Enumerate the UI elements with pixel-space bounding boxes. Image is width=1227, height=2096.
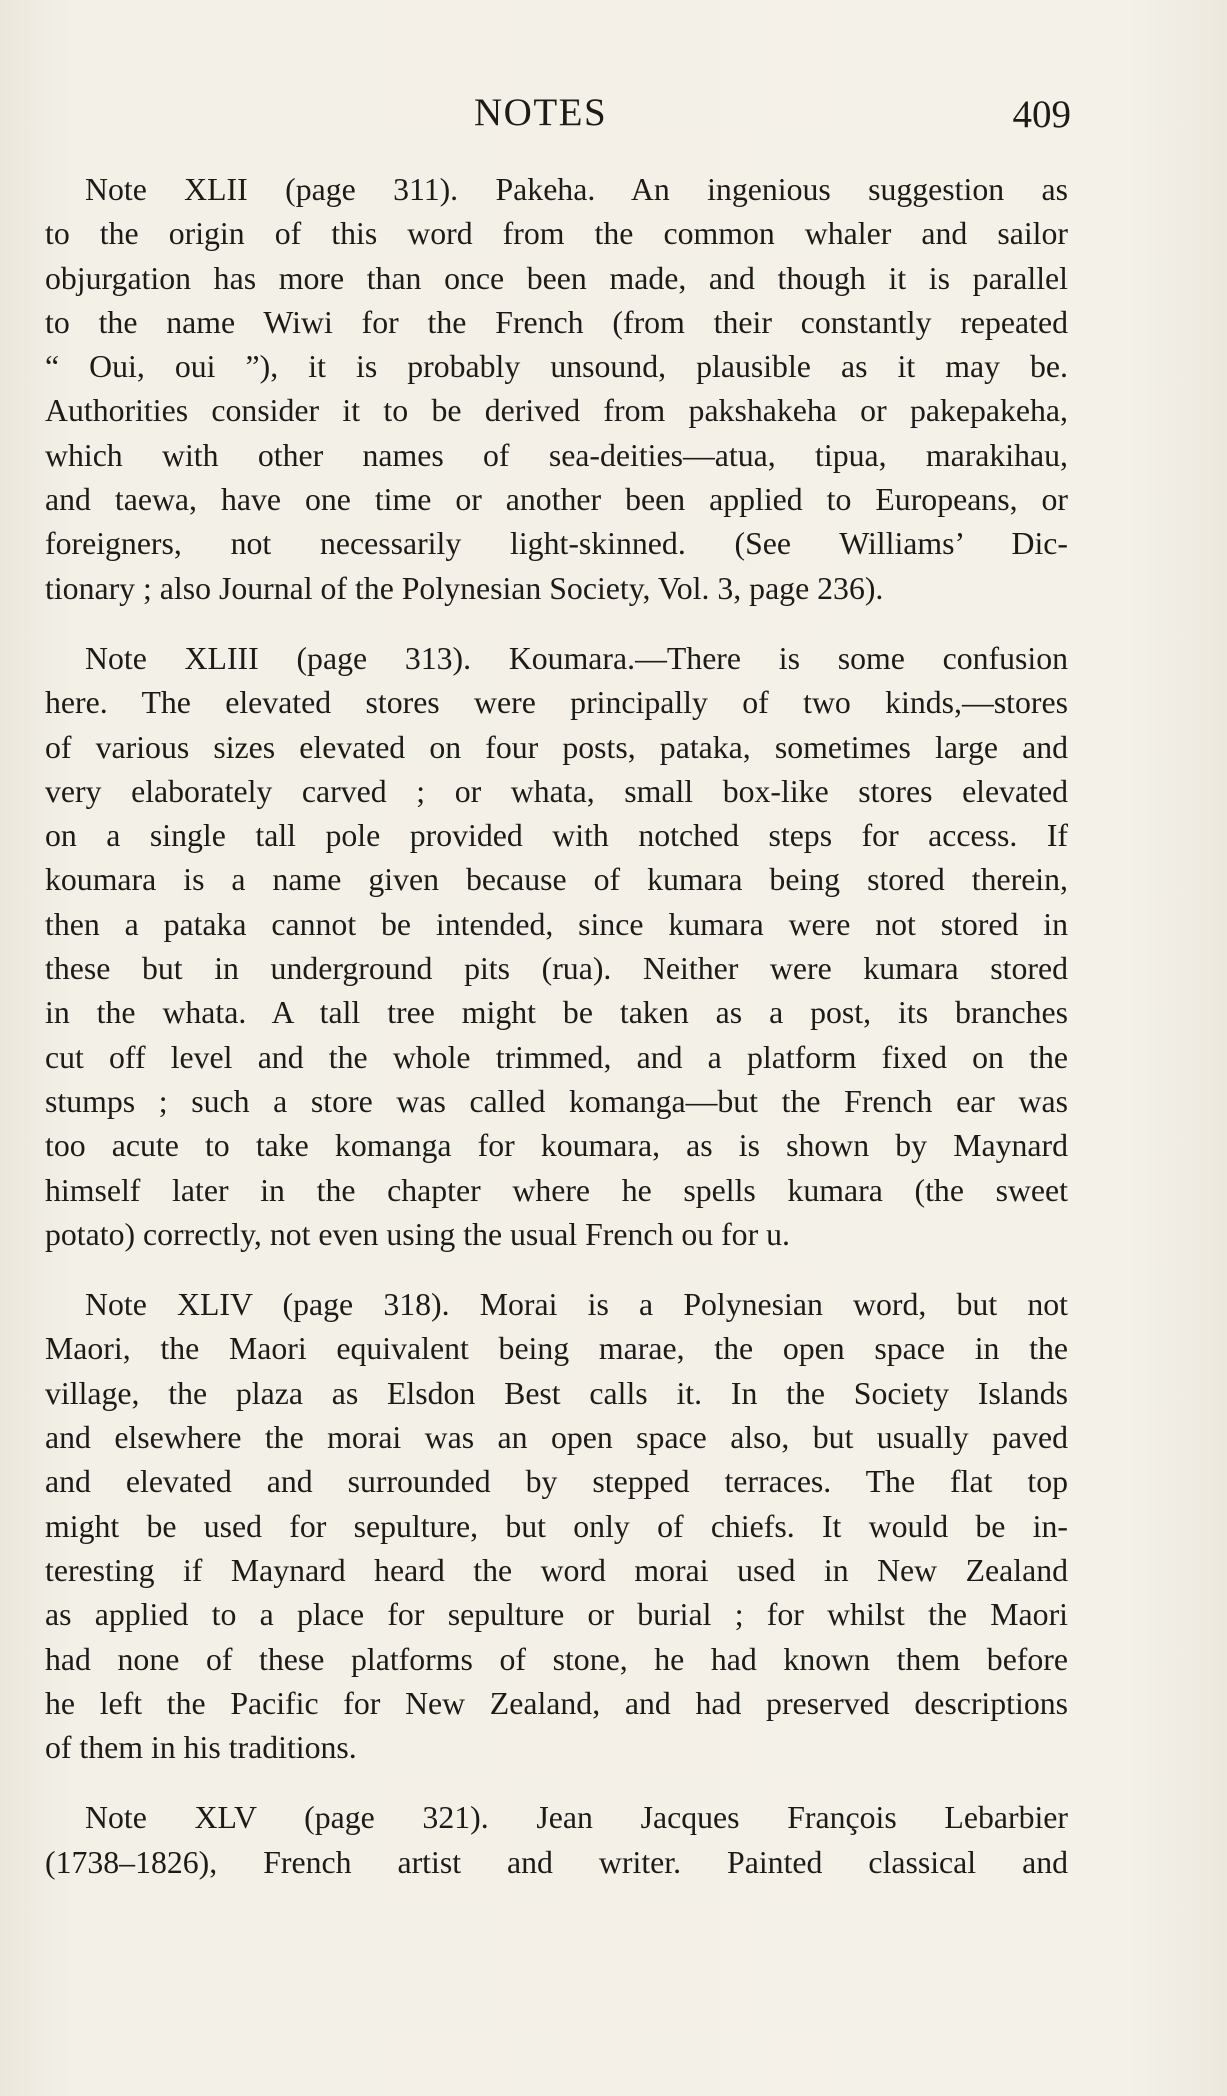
text-line: Note XLV (page 321). Jean Jacques François Lebarbier [85,1800,1068,1836]
note-xliii [45,637,1068,1257]
text-line: Authorities consider it to be derived from pakshakeha or pakepakeha, [45,393,1068,429]
text-line: as applied to a place for sepulture or burial ; for whilst the Maori [45,1597,1068,1633]
notes-body [45,168,1068,1911]
text-line: potato) correctly, not even using the usual French ou for u. [45,1216,790,1252]
text-line: had none of these platforms of stone, he had known them before [45,1641,1068,1677]
text-line: might be used for sepulture, but only of chiefs. It would be in- [45,1508,1068,1544]
text-line: then a pataka cannot be intended, since kumara were not stored in [45,906,1068,942]
text-line: which with other names of sea-deities—atua, tipua, marakihau, [45,437,1068,473]
text-line: village, the plaza as Elsdon Best calls it. In the Society Islands [45,1375,1068,1411]
text-line: of them in his traditions. [45,1730,357,1766]
text-line: Note XLIII (page 313). Koumara.—There is some confusion [85,640,1068,676]
text-line: Maori, the Maori equivalent being marae, the open space in the [45,1331,1068,1367]
text-line: and taewa, have one time or another been applied to Europeans, or [45,482,1068,518]
text-line: these but in underground pits (rua). Neither were kumara stored [45,951,1068,987]
text-line: of various sizes elevated on four posts, pataka, sometimes large and [45,729,1068,765]
note-xlv [45,1796,1068,1885]
text-line: (1738–1826), French artist and writer. Painted classical and [45,1844,1068,1880]
note-xlii [45,168,1068,611]
text-line: cut off level and the whole trimmed, and a platform fixed on the [45,1039,1068,1075]
text-line: here. The elevated stores were principally of two kinds,—stores [45,685,1068,721]
page-number: 409 [1012,93,1071,136]
text-line: Note XLII (page 311). Pakeha. An ingenious suggestion as [85,172,1068,207]
text-line: to the name Wiwi for the French (from their constantly repeated [45,304,1068,340]
text-line: teresting if Maynard heard the word morai used in New Zealand [45,1552,1068,1588]
text-line: very elaborately carved ; or whata, small box-like stores elevated [45,773,1068,809]
text-line: he left the Pacific for New Zealand, and had preserved descriptions [45,1685,1068,1721]
text-line: to the origin of this word from the common whaler and sailor [45,216,1068,252]
text-line: Note XLIV (page 318). Morai is a Polynesian word, but not [85,1287,1068,1323]
text-line: foreigners, not necessarily light-skinned. (See Williams’ Dic- [45,526,1068,562]
text-line: and elsewhere the morai was an open space also, but usually paved [45,1420,1068,1456]
text-line: koumara is a name given because of kumara being stored therein, [45,862,1068,898]
note-xliv [45,1283,1068,1770]
text-line: too acute to take komanga for koumara, as is shown by Maynard [45,1128,1068,1164]
running-head [0,88,1227,138]
text-line: objurgation has more than once been made, and though it is parallel [45,260,1068,296]
text-line: “ Oui, oui ”), it is probably unsound, plausible as it may be. [45,349,1068,385]
text-line: on a single tall pole provided with notched steps for access. If [45,818,1068,854]
text-line: himself later in the chapter where he spells kumara (the sweet [45,1172,1068,1208]
text-line: in the whata. A tall tree might be taken as a post, its branches [45,995,1068,1031]
text-line: stumps ; such a store was called komanga—but the French ear was [45,1083,1068,1119]
text-line: and elevated and surrounded by stepped terraces. The flat top [45,1464,1068,1500]
page-title: NOTES [474,91,608,134]
text-line: tionary ; also Journal of the Polynesian Society, Vol. 3, page 236). [45,570,884,606]
